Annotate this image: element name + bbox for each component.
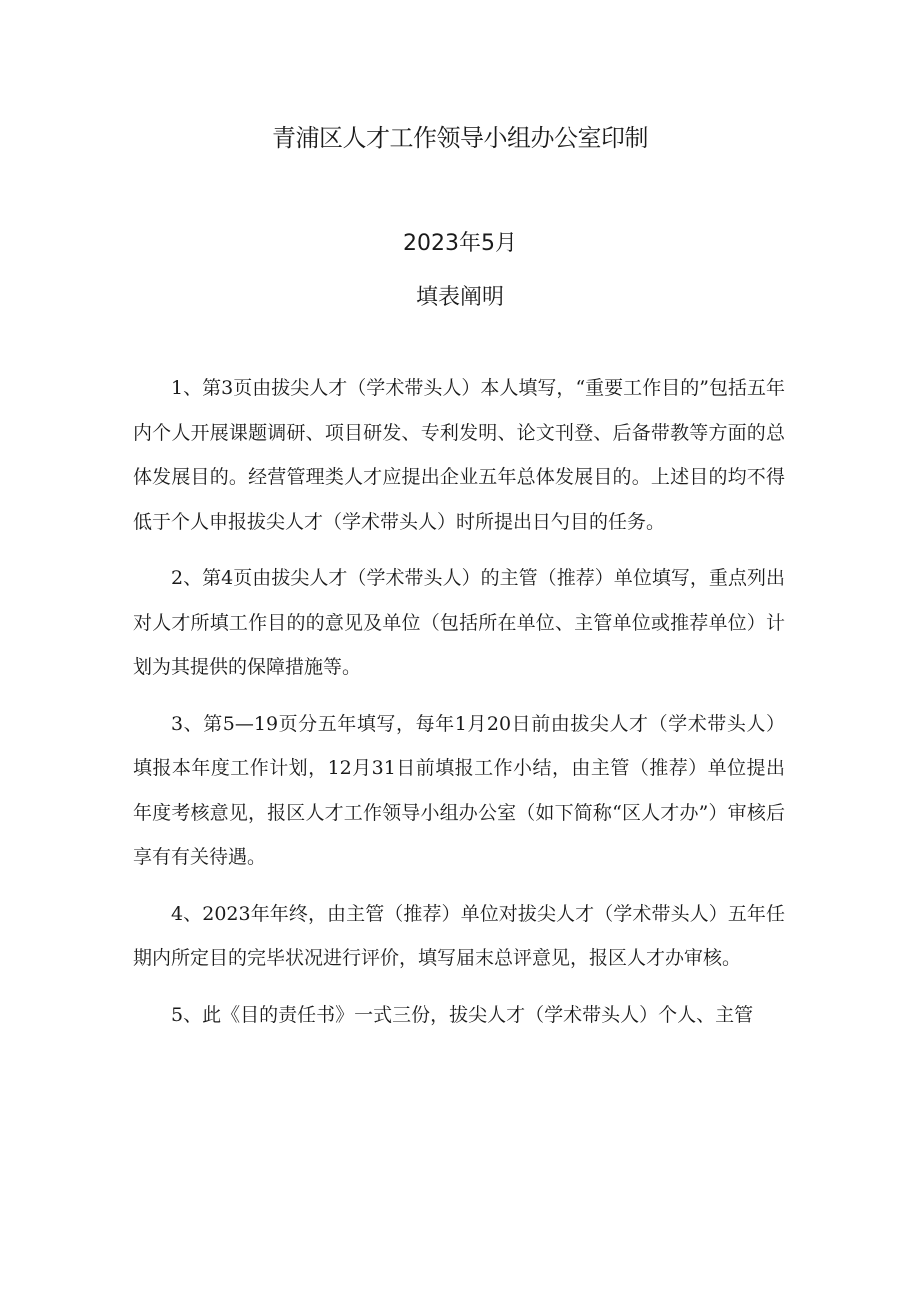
section-title: 填表阐明: [415, 285, 504, 310]
instruction-paragraph-1: 1、第3页由拔尖人才（学术带头人）本人填写，“重要工作目的”包括五年内个人开展课题调研、项目研发、专利发明、论文刊登、后备带教等方面的总体发展目的。经营管理类人才应提出企业五年总体发展目的。上述目的均不得低于个人申报拔尖人才（学术带头人）时所提出日勺目的任务。: [133, 377, 785, 533]
instruction-paragraph-5: 5、此《目的责任书》一式三份，拔尖人才（学术带头人）个人、主管: [171, 1003, 754, 1026]
instruction-paragraph-4: 4、2023年年终，由主管（推荐）单位对拔尖人才（学术带头人）五年任期内所定目的完毕状况进行评价，填写届末总评意见，报区人才办审核。: [133, 902, 785, 969]
instructions-body: [133, 366, 785, 1049]
organization-line: 青浦区人才工作领导小组办公室印制: [272, 124, 648, 152]
instruction-paragraph-3: 3、第5—19页分五年填写，每年1月20日前由拔尖人才（学术带头人）填报本年度工作计划，12月31日前填报工作小结，由主管（推荐）单位提出年度考核意见，报区人才工作领导小组办公室（如下简称“区人才办”）审核后享有有关待遇。: [133, 712, 785, 868]
document-date: 2023年5月: [403, 231, 517, 256]
instruction-paragraph-2: 2、第4页由拔尖人才（学术带头人）的主管（推荐）单位填写，重点列出对人才所填工作目的的意见及单位（包括所在单位、主管单位或推荐单位）计划为其提供的保障措施等。: [133, 567, 785, 678]
